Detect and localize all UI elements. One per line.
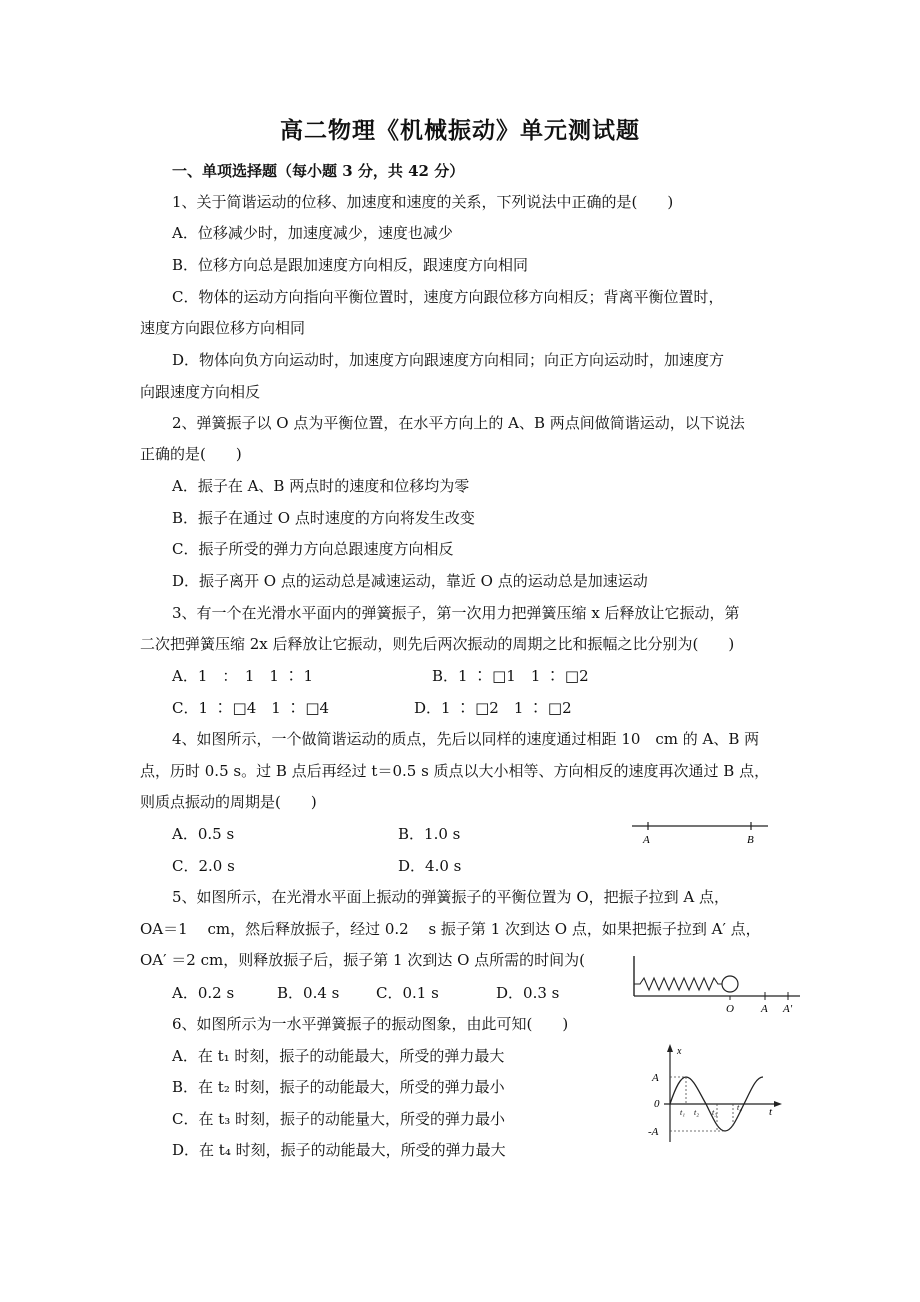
q4-stem-cont: 点，历时 0.5 s。过 B 点后再经过 t＝0.5 s 质点以大小相等、方向相反的速度再次通过 B 点， <box>140 762 770 780</box>
q2-stem-cont: 正确的是( ) <box>140 445 242 463</box>
q3-option-b: B．1 ∶ □1 1 ∶ □2 <box>432 667 589 685</box>
q3-option-d: D．1 ∶ □2 1 ∶ □2 <box>414 699 572 717</box>
q6-option-a: A．在 t₁ 时刻，振子的动能最大，所受的弹力最大 <box>172 1047 505 1065</box>
q4-option-a: A．0.5 s <box>172 825 235 843</box>
q5-stem-cont: OA＝1 cm，然后释放振子，经过 0.2 s 振子第 1 次到达 O 点，如果把振子拉到 A′ 点， <box>140 920 761 938</box>
section-heading: 一、单项选择题（每小题 3 分，共 42 分） <box>172 162 465 180</box>
q4-option-c: C．2.0 s <box>172 857 235 875</box>
q4-figure <box>628 814 772 848</box>
q4-label-b: B <box>747 834 754 846</box>
q1-stem: 1、关于简谐运动的位移、加速度和速度的关系，下列说法中正确的是( ) <box>172 193 674 211</box>
q5-spring <box>634 978 722 990</box>
q5-label-o: O <box>726 1003 734 1015</box>
q5-option-b: B．0.4 s <box>277 984 340 1002</box>
q6-t-arrow <box>774 1101 782 1107</box>
q3-option-a: A．1 ： 1 1 ∶ 1 <box>172 667 314 685</box>
q1-option-d: D．物体向负方向运动时，加速度方向跟速度方向相同；向正方向运动时，加速度方 <box>172 351 725 369</box>
q6-label-t3: t₃ <box>712 1108 718 1117</box>
q1-option-c-cont: 速度方向跟位移方向相同 <box>140 319 306 337</box>
q6-label-t2: t₂ <box>694 1108 700 1117</box>
q6-label-t1: t₁ <box>680 1108 686 1117</box>
q6-x-arrow <box>667 1044 673 1052</box>
q4-stem: 4、如图所示，一个做简谐运动的质点，先后以同样的速度通过相距 10 cm 的 A、B 两 <box>172 730 760 748</box>
q1-option-a: A．位移减少时，加速度减少，速度也减少 <box>172 224 453 242</box>
q6-label-neg-a: -A <box>648 1126 659 1138</box>
q2-stem: 2、弹簧振子以 O 点为平衡位置，在水平方向上的 A、B 两点间做简谐运动，以下说法 <box>172 414 745 432</box>
q6-label-t: t <box>769 1106 773 1118</box>
q1-option-c: C．物体的运动方向指向平衡位置时，速度方向跟位移方向相反；背离平衡位置时， <box>172 288 724 306</box>
q1-option-b: B．位移方向总是跟加速度方向相反，跟速度方向相同 <box>172 256 529 274</box>
q5-ball <box>722 976 738 992</box>
q5-option-d: D．0.3 s <box>496 984 560 1002</box>
q6-option-d: D．在 t₄ 时刻，振子的动能最大，所受的弹力最大 <box>172 1141 506 1159</box>
q6-label-x: x <box>677 1046 682 1057</box>
q6-option-b: B．在 t₂ 时刻，振子的动能最大，所受的弹力最小 <box>172 1078 505 1096</box>
q5-stem: 5、如图所示，在光滑水平面上振动的弹簧振子的平衡位置为 O，把振子拉到 A 点， <box>172 888 729 906</box>
q3-stem-cont: 二次把弹簧压缩 2x 后释放让它振动，则先后两次振动的周期之比和振幅之比分别为( ) <box>140 635 735 653</box>
page-title: 高二物理《机械振动》单元测试题 <box>280 117 640 144</box>
q3-stem: 3、有一个在光滑水平面内的弹簧振子，第一次用力把弹簧压缩 x 后释放让它振动，第 <box>172 604 740 622</box>
q2-option-d: D．振子离开 O 点的运动总是减速运动，靠近 O 点的运动总是加速运动 <box>172 572 648 590</box>
q6-label-t4: t₄ <box>737 1103 743 1112</box>
q4-option-d: D．4.0 s <box>398 857 462 875</box>
q4-stem-cont2: 则质点振动的周期是( ) <box>140 793 317 811</box>
q5-option-a: A．0.2 s <box>172 984 235 1002</box>
q3-option-c: C．1 ∶ □4 1 ∶ □4 <box>172 699 330 717</box>
q2-option-b: B．振子在通过 O 点时速度的方向将发生改变 <box>172 509 475 527</box>
q6-label-origin: 0 <box>654 1098 660 1110</box>
q1-option-d-cont: 向跟速度方向相反 <box>140 383 261 401</box>
q6-label-a: A <box>652 1072 659 1084</box>
q6-option-c: C．在 t₃ 时刻，振子的动能量大，所受的弹力最小 <box>172 1110 506 1128</box>
q4-option-b: B．1.0 s <box>398 825 461 843</box>
q4-label-a: A <box>643 834 650 846</box>
q6-figure <box>640 1040 788 1146</box>
q6-stem: 6、如图所示为一水平弹簧振子的振动图象，由此可知( ) <box>172 1015 569 1033</box>
q5-option-c: C．0.1 s <box>376 984 439 1002</box>
q2-option-a: A．振子在 A、B 两点时的速度和位移均为零 <box>172 477 470 495</box>
q5-stem-cont2: OA′ ＝2 cm，则释放振子后，振子第 1 次到达 O 点所需的时间为( <box>140 951 586 969</box>
q5-label-a: A <box>761 1003 768 1015</box>
q5-figure <box>628 950 806 1016</box>
q2-option-c: C．振子所受的弹力方向总跟速度方向相反 <box>172 540 454 558</box>
q5-label-a-prime: A′ <box>783 1003 793 1015</box>
